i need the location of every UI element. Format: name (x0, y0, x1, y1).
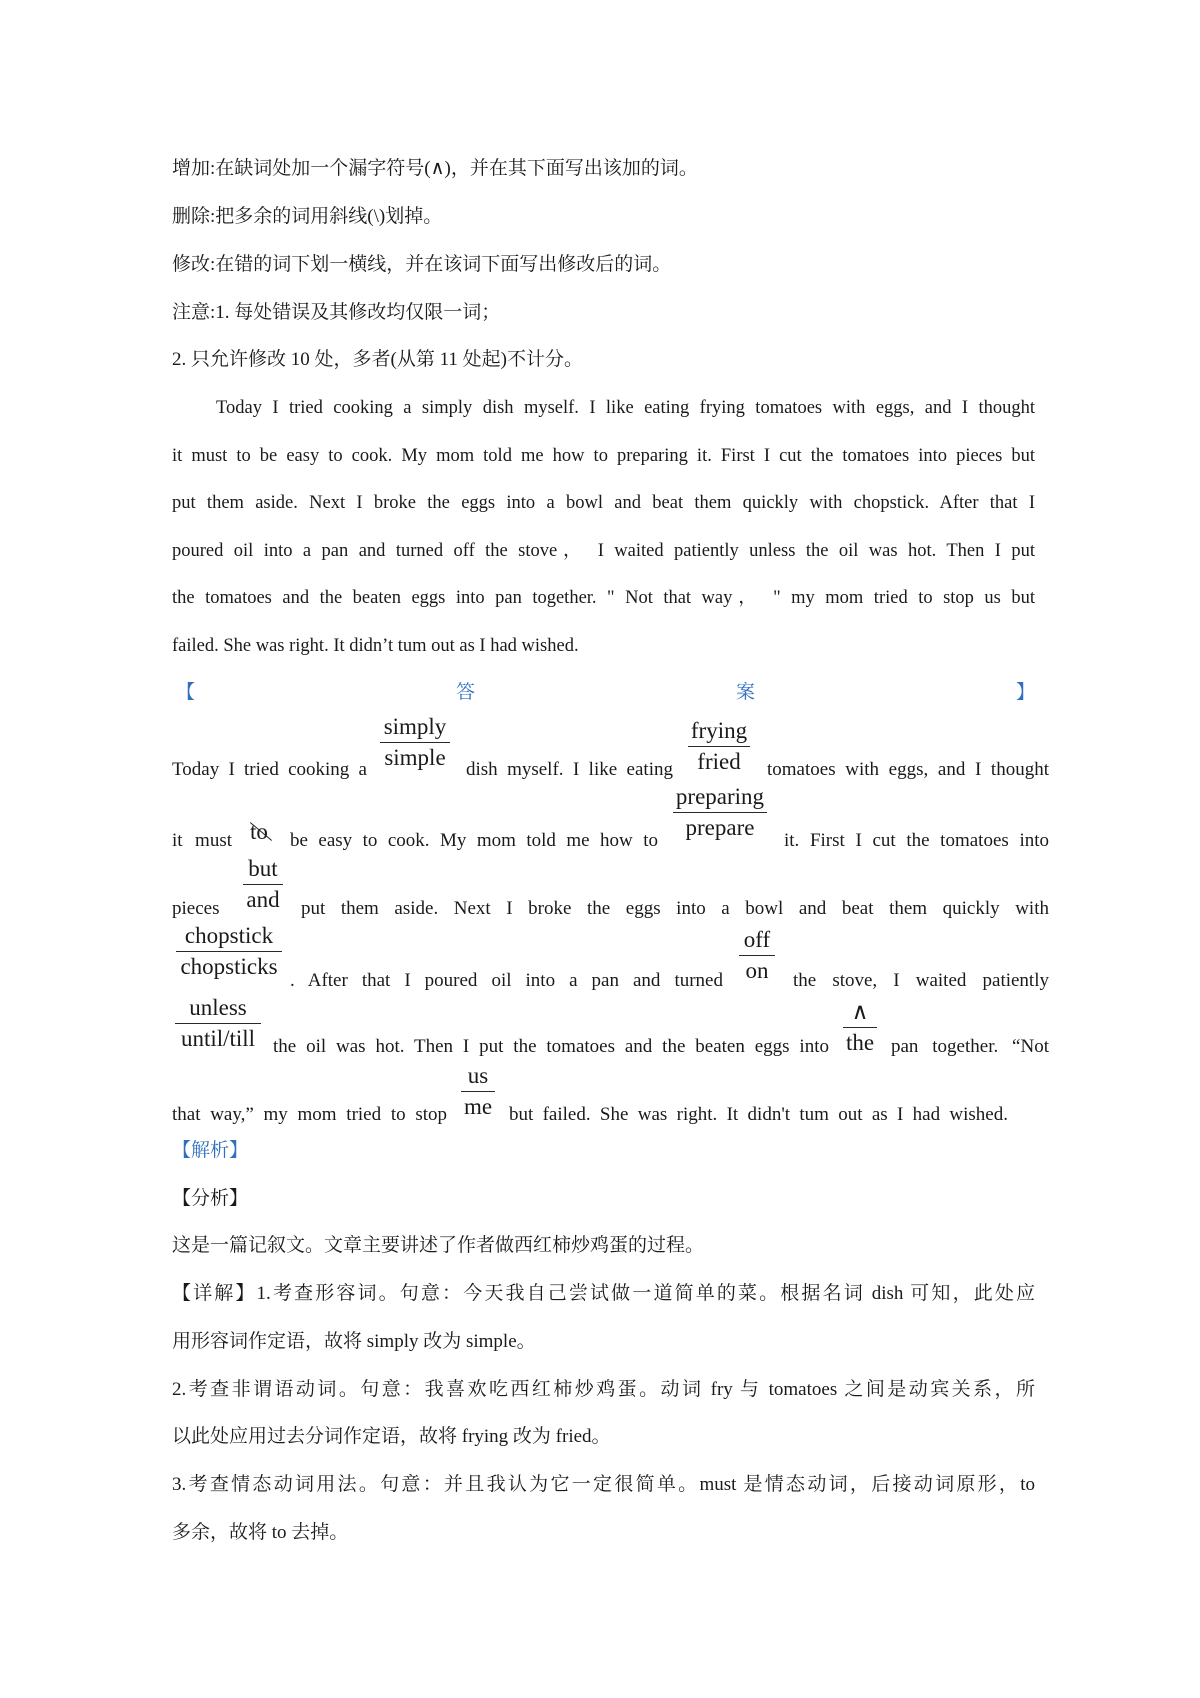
insertion-caret-icon: ∧ (851, 999, 869, 1024)
answer-text: the stove, I waited patiently (793, 970, 1049, 991)
correction-stack (688, 716, 750, 777)
xiangjie-line: 多余，故将 to 去掉。 (172, 1522, 349, 1543)
passage-line: Today I tried cooking a simply dish myself. I like eating frying tomatoes with eggs, and I thought (216, 398, 1035, 418)
wrong-word: off (743, 927, 771, 952)
wrong-word: but (248, 856, 278, 881)
wrong-word: unless (189, 995, 247, 1020)
correction-stack (175, 993, 261, 1054)
passage-line: put them aside. Next I broke the eggs into a bowl and beat them quickly with chopstick. After that I (172, 493, 1035, 513)
correction-stack (380, 712, 450, 773)
corrected-word: and (246, 887, 280, 912)
xiangjie-line: 3.考查情态动词用法。句意：并且我认为它一定很简单。must 是情态动词，后接动词原形，to (172, 1474, 1035, 1495)
corrected-word: on (745, 958, 769, 983)
instruction-delete: 删除:把多余的词用斜线(\)划掉。 (172, 206, 443, 227)
corrected-word: prepare (685, 815, 755, 840)
deleted-word-text: to (250, 819, 268, 844)
correction-stack (673, 782, 767, 843)
passage-line: failed. She was right. It didn’t tum out as I had wished. (172, 636, 579, 656)
instruction-modify: 修改:在错的词下划一横线，并在该词下面写出修改后的词。 (172, 254, 672, 275)
answer-header-char-an: 案 (735, 682, 755, 703)
xiangjie-line: 【详解】1.考查形容词。句意：今天我自己尝试做一道简单的菜。根据名词 dish 可知，此处应 (172, 1283, 1035, 1304)
fenxi-label: 【分析】 (172, 1188, 249, 1209)
insertion-stack (843, 997, 877, 1058)
instruction-note-2: 2. 只允许修改 10 处，多者(从第 11 处起)不计分。 (172, 349, 583, 370)
xiangjie-line: 用形容词作定语，故将 simply 改为 simple。 (172, 1331, 536, 1352)
answer-text: pan together. “Not (891, 1036, 1049, 1057)
answer-text: pieces (172, 898, 220, 919)
answer-text: it. First I cut the tomatoes into (784, 830, 1049, 851)
passage-line: poured oil into a pan and turned off the stove， I waited patiently unless the oil was hot. Then I put (172, 541, 1035, 561)
corrected-word: chopsticks (180, 954, 278, 979)
answer-header-close-bracket: 】 (1015, 682, 1035, 703)
corrected-word: me (463, 1094, 493, 1119)
answer-text: . After that I poured oil into a pan and turned (290, 970, 723, 991)
corrected-word: simple (384, 745, 446, 770)
correction-stack (739, 925, 775, 986)
answer-text: but failed. She was right. It didn't tum out as I had wished. (509, 1104, 1008, 1125)
answer-text: Today I tried cooking a (172, 759, 367, 780)
answer-header-char-da: 答 (455, 682, 475, 703)
answer-text: put them aside. Next I broke the eggs into a bowl and beat them quickly with (301, 898, 1049, 919)
answer-text: the oil was hot. Then I put the tomatoes and the beaten eggs into (273, 1036, 829, 1057)
wrong-word: simply (383, 714, 447, 739)
corrected-word: until/till (180, 1026, 256, 1051)
xiangjie-line: 2.考查非谓语动词。句意：我喜欢吃西红柿炒鸡蛋。动词 fry 与 tomatoes 之间是动宾关系，所 (172, 1379, 1035, 1400)
correction-stack (461, 1061, 495, 1122)
passage-line: the tomatoes and the beaten eggs into pan together. " Not that way， " my mom tried to stop us but (172, 588, 1035, 608)
correction-stack (176, 921, 282, 982)
answer-text: that way,” my mom tried to stop (172, 1104, 447, 1125)
jiexi-label: 【解析】 (172, 1140, 249, 1161)
inserted-word: the (845, 1030, 875, 1055)
answer-text: be easy to cook. My mom told me how to (290, 830, 658, 851)
answer-text: dish myself. I like eating (466, 759, 673, 780)
corrected-word: fried (697, 749, 741, 774)
wrong-word: preparing (675, 784, 765, 809)
wrong-word: frying (690, 718, 748, 743)
wrong-word: us (467, 1063, 489, 1088)
answer-text: it must (172, 830, 232, 851)
passage-line: it must to be easy to cook. My mom told me how to preparing it. First I cut the tomatoes into pieces but (172, 446, 1035, 466)
answer-header-open-bracket: 【 (176, 682, 196, 703)
wrong-word: chopstick (184, 923, 274, 948)
instruction-add: 增加:在缺词处加一个漏字符号(∧)，并在其下面写出该加的词。 (172, 158, 698, 179)
correction-stack (243, 854, 283, 915)
deleted-word (250, 820, 268, 844)
instruction-note-1: 注意:1. 每处错误及其修改均仅限一词； (172, 302, 501, 323)
answer-text: tomatoes with eggs, and I thought (767, 759, 1049, 780)
xiangjie-line: 以此处应用过去分词作定语，故将 frying 改为 fried。 (172, 1426, 611, 1447)
answer-header (176, 681, 1035, 705)
fenxi-text: 这是一篇记叙文。文章主要讲述了作者做西红柿炒鸡蛋的过程。 (172, 1235, 705, 1256)
